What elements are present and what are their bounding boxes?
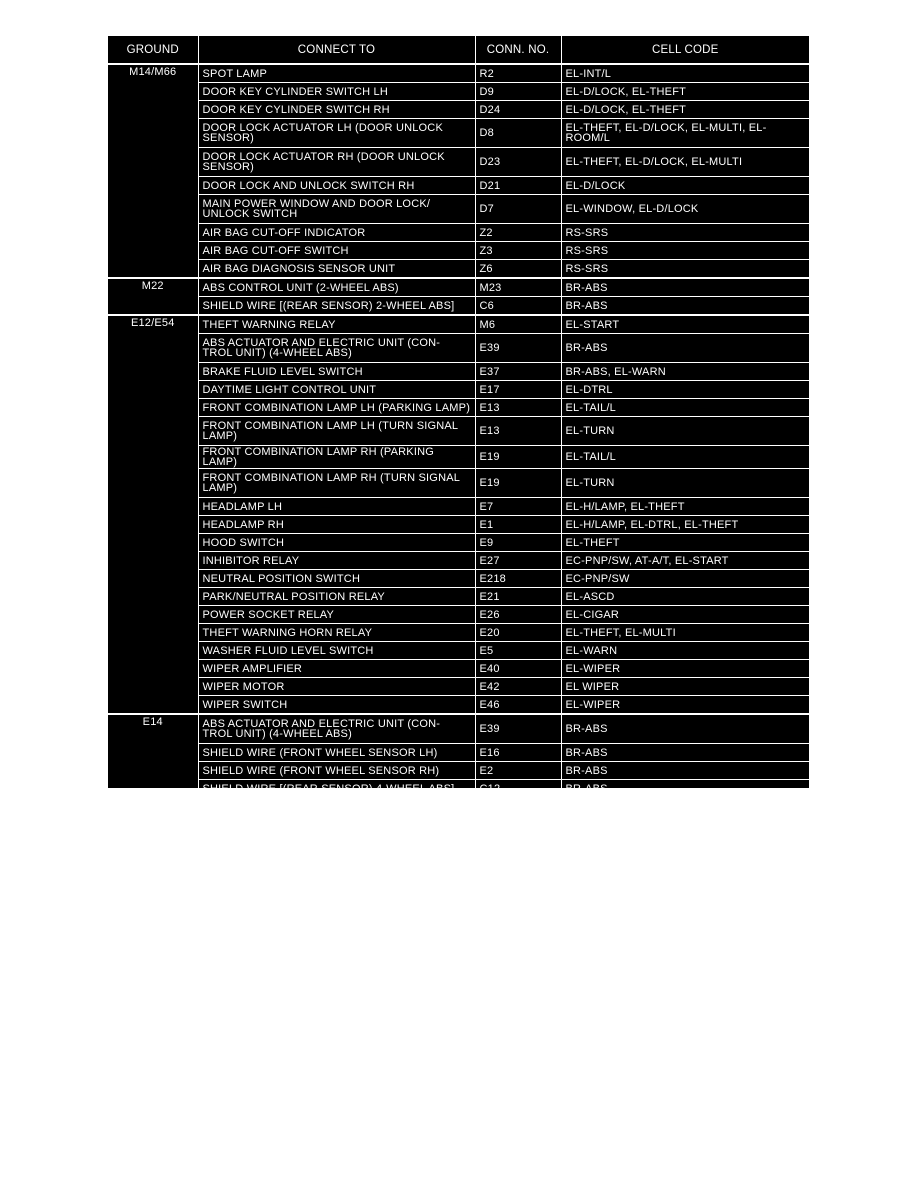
table-row	[108, 642, 809, 660]
conn-no-cell: E21	[475, 588, 561, 606]
connect-to-cell: SHIELD WIRE [(REAR SENSOR) 2-WHEEL ABS]	[198, 297, 475, 316]
conn-no-cell: E19	[475, 446, 561, 469]
connect-to-cell: AIR BAG CUT-OFF INDICATOR	[198, 224, 475, 242]
cell-code-cell: EL-INT/L	[561, 64, 809, 83]
connect-to-cell: FRONT COMBINATION LAMP LH (PARKING LAMP)	[198, 399, 475, 417]
cell-code-cell: EL-ASCD	[561, 588, 809, 606]
cell-code-cell: BR-ABS, EL-WARN	[561, 363, 809, 381]
table-row	[108, 242, 809, 260]
table-body	[108, 64, 809, 817]
table-row	[108, 315, 809, 334]
connect-to-cell: WIPER AMPLIFIER	[198, 660, 475, 678]
connect-to-cell: AIR BAG DIAGNOSIS SENSOR UNIT	[198, 260, 475, 279]
cell-code-cell: EL-CIGAR	[561, 606, 809, 624]
conn-no-cell: E7	[475, 498, 561, 516]
table-row	[108, 534, 809, 552]
table-row	[108, 83, 809, 101]
connect-to-cell: SHIELD WIRE (FRONT WHEEL SENSOR RH)	[198, 762, 475, 780]
cell-code-cell: BR-ABS	[561, 762, 809, 780]
connect-to-cell: ABS ACTUATOR AND ELECTRIC UNIT (CON- TROL UNIT) (4-WHEEL ABS)	[198, 334, 475, 363]
cell-code-cell: BR-ABS	[561, 297, 809, 316]
table-row	[108, 278, 809, 297]
table-row	[108, 744, 809, 762]
table-row	[108, 588, 809, 606]
ground-distribution-table	[108, 36, 809, 817]
ground-cell: M14/M66	[108, 64, 198, 278]
table-row	[108, 696, 809, 715]
table-row	[108, 762, 809, 780]
cell-code-cell: BR-ABS	[561, 714, 809, 744]
conn-no-cell: E16	[475, 744, 561, 762]
connect-to-cell: THEFT WARNING RELAY	[198, 315, 475, 334]
cell-code-cell: EL-THEFT	[561, 534, 809, 552]
ground-cell: E14	[108, 714, 198, 798]
connect-to-cell: WASHER FLUID LEVEL SWITCH	[198, 642, 475, 660]
conn-no-cell: M6	[475, 315, 561, 334]
table-row	[108, 516, 809, 534]
cell-code-cell: EL-START	[561, 315, 809, 334]
table-row	[108, 148, 809, 177]
cell-code-cell: RS-SRS	[561, 242, 809, 260]
conn-no-cell: E2	[475, 762, 561, 780]
cell-code-cell: EL-TURN	[561, 417, 809, 446]
cell-code-cell: EL-WINDOW, EL-D/LOCK	[561, 195, 809, 224]
ground-cell: E12/E54	[108, 315, 198, 714]
connect-to-cell: DOOR LOCK AND UNLOCK SWITCH RH	[198, 177, 475, 195]
table-row	[108, 101, 809, 119]
conn-no-cell: E20	[475, 624, 561, 642]
connect-to-cell: GENERATOR	[198, 798, 475, 817]
conn-no-cell: E39	[475, 714, 561, 744]
table-row	[108, 177, 809, 195]
header-ground: GROUND	[108, 36, 198, 64]
table-row	[108, 714, 809, 744]
connect-to-cell: MAIN POWER WINDOW AND DOOR LOCK/ UNLOCK SWITCH	[198, 195, 475, 224]
table-row	[108, 119, 809, 148]
conn-no-cell: E42	[475, 678, 561, 696]
connect-to-cell: INHIBITOR RELAY	[198, 552, 475, 570]
conn-no-cell: E9	[475, 534, 561, 552]
table-row	[108, 297, 809, 316]
cell-code-cell: RS-SRS	[561, 260, 809, 279]
cell-code-cell: EL-DTRL	[561, 381, 809, 399]
connect-to-cell: DAYTIME LIGHT CONTROL UNIT	[198, 381, 475, 399]
ground-distribution-table-sheet	[108, 33, 809, 814]
connect-to-cell: FRONT COMBINATION LAMP RH (TURN SIGNAL LAMP)	[198, 469, 475, 498]
table-row	[108, 399, 809, 417]
conn-no-cell: E46	[475, 696, 561, 715]
cell-code-cell: EL-H/LAMP, EL-THEFT	[561, 498, 809, 516]
conn-no-cell: D24	[475, 101, 561, 119]
conn-no-cell: E206	[475, 798, 561, 817]
table-row	[108, 570, 809, 588]
cell-code-cell: RS-SRS	[561, 224, 809, 242]
conn-no-cell: M23	[475, 278, 561, 297]
table-row	[108, 606, 809, 624]
cell-code-cell: EL-TURN	[561, 469, 809, 498]
conn-no-cell: E5	[475, 642, 561, 660]
cell-code-cell: EL-THEFT, EL-D/LOCK, EL-MULTI, EL-ROOM/L	[561, 119, 809, 148]
table-row	[108, 417, 809, 446]
conn-no-cell: E13	[475, 399, 561, 417]
conn-no-cell: E218	[475, 570, 561, 588]
cell-code-cell: EL-D/LOCK	[561, 177, 809, 195]
conn-no-cell: Z3	[475, 242, 561, 260]
conn-no-cell: D23	[475, 148, 561, 177]
connect-to-cell: PARK/NEUTRAL POSITION RELAY	[198, 588, 475, 606]
cell-code-cell: EL-TAIL/L	[561, 446, 809, 469]
conn-no-cell: E1	[475, 516, 561, 534]
table-row	[108, 195, 809, 224]
conn-no-cell: E39	[475, 334, 561, 363]
connect-to-cell: HEADLAMP LH	[198, 498, 475, 516]
table-row	[108, 469, 809, 498]
conn-no-cell: R2	[475, 64, 561, 83]
cell-code-cell: EL-TAIL/L	[561, 399, 809, 417]
table-row	[108, 260, 809, 279]
connect-to-cell: FRONT COMBINATION LAMP LH (TURN SIGNAL LAMP)	[198, 417, 475, 446]
cell-code-cell: EL-THEFT, EL-MULTI	[561, 624, 809, 642]
cell-code-cell: EL-THEFT, EL-D/LOCK, EL-MULTI	[561, 148, 809, 177]
table-row	[108, 660, 809, 678]
table-row	[108, 363, 809, 381]
cell-code-cell: EC-PNP/SW	[561, 570, 809, 588]
connect-to-cell: ABS CONTROL UNIT (2-WHEEL ABS)	[198, 278, 475, 297]
connect-to-cell: WIPER MOTOR	[198, 678, 475, 696]
cell-code-cell: BR-ABS	[561, 278, 809, 297]
cell-code-cell: BR-ABS	[561, 334, 809, 363]
conn-no-cell: E27	[475, 552, 561, 570]
cell-code-cell: EL-D/LOCK, EL-THEFT	[561, 101, 809, 119]
connect-to-cell: POWER SOCKET RELAY	[198, 606, 475, 624]
connect-to-cell: NEUTRAL POSITION SWITCH	[198, 570, 475, 588]
connect-to-cell: DOOR KEY CYLINDER SWITCH LH	[198, 83, 475, 101]
conn-no-cell: D8	[475, 119, 561, 148]
table-row	[108, 798, 809, 817]
conn-no-cell: E13	[475, 417, 561, 446]
connect-to-cell: SHIELD WIRE (FRONT WHEEL SENSOR LH)	[198, 744, 475, 762]
connect-to-cell: AIR BAG CUT-OFF SWITCH	[198, 242, 475, 260]
conn-no-cell: Z2	[475, 224, 561, 242]
cell-code-cell: EC-PNP/SW, AT-A/T, EL-START	[561, 552, 809, 570]
conn-no-cell: E26	[475, 606, 561, 624]
conn-no-cell: E40	[475, 660, 561, 678]
header-cell-code: CELL CODE	[561, 36, 809, 64]
conn-no-cell: D7	[475, 195, 561, 224]
conn-no-cell: E19	[475, 469, 561, 498]
table-header-row	[108, 36, 809, 64]
cell-code-cell: EL-WIPER	[561, 696, 809, 715]
conn-no-cell: E17	[475, 381, 561, 399]
cell-code-cell: EL-WARN	[561, 642, 809, 660]
connect-to-cell: DOOR LOCK ACTUATOR RH (DOOR UNLOCK SENSOR)	[198, 148, 475, 177]
cell-code-cell: BR-ABS	[561, 744, 809, 762]
connect-to-cell: HOOD SWITCH	[198, 534, 475, 552]
ground-cell: M22	[108, 278, 198, 315]
table-row	[108, 498, 809, 516]
table-row	[108, 624, 809, 642]
table-row	[108, 334, 809, 363]
cell-code-cell: EL-CHARGE	[561, 798, 809, 817]
table-row	[108, 224, 809, 242]
connect-to-cell: FRONT COMBINATION LAMP RH (PARKING LAMP)	[198, 446, 475, 469]
table-row	[108, 552, 809, 570]
conn-no-cell: C6	[475, 297, 561, 316]
connect-to-cell: THEFT WARNING HORN RELAY	[198, 624, 475, 642]
conn-no-cell: E37	[475, 363, 561, 381]
table-row	[108, 446, 809, 469]
connect-to-cell: DOOR LOCK ACTUATOR LH (DOOR UNLOCK SENSOR)	[198, 119, 475, 148]
cell-code-cell: EL-D/LOCK, EL-THEFT	[561, 83, 809, 101]
header-connect-to: CONNECT TO	[198, 36, 475, 64]
connect-to-cell: HEADLAMP RH	[198, 516, 475, 534]
conn-no-cell: D9	[475, 83, 561, 101]
connect-to-cell: WIPER SWITCH	[198, 696, 475, 715]
connect-to-cell: ABS ACTUATOR AND ELECTRIC UNIT (CON- TROL UNIT) (4-WHEEL ABS)	[198, 714, 475, 744]
cell-code-cell: EL-H/LAMP, EL-DTRL, EL-THEFT	[561, 516, 809, 534]
cell-code-cell: EL-WIPER	[561, 660, 809, 678]
connect-to-cell: DOOR KEY CYLINDER SWITCH RH	[198, 101, 475, 119]
table-row	[108, 678, 809, 696]
connect-to-cell: BRAKE FLUID LEVEL SWITCH	[198, 363, 475, 381]
connect-to-cell: SPOT LAMP	[198, 64, 475, 83]
conn-no-cell: D21	[475, 177, 561, 195]
conn-no-cell: Z6	[475, 260, 561, 279]
table-row	[108, 381, 809, 399]
cell-code-cell: EL WIPER	[561, 678, 809, 696]
bottom-rule	[108, 788, 809, 791]
header-conn-no: CONN. NO.	[475, 36, 561, 64]
ground-cell: E203	[139, 800, 166, 812]
table-row	[108, 64, 809, 83]
